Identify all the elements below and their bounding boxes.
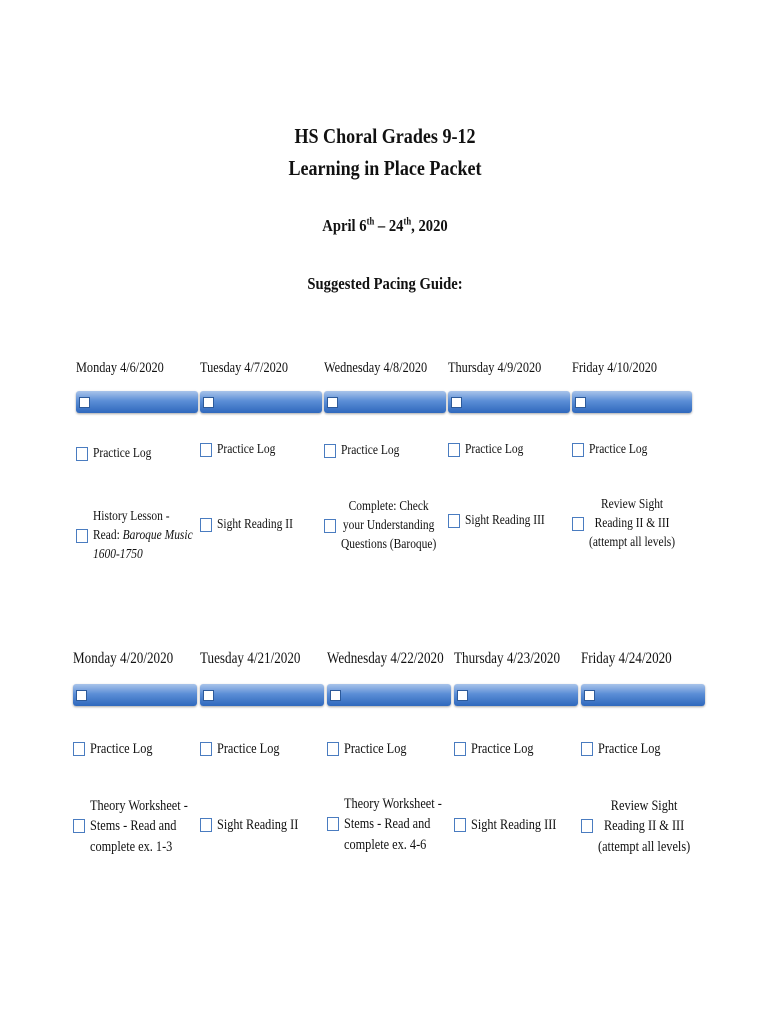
checkbox-icon[interactable]	[572, 443, 584, 457]
bar-checkbox[interactable]	[203, 690, 214, 701]
task-label: Practice Log	[598, 741, 661, 757]
task-sight-reading[interactable]	[200, 815, 316, 835]
task-label: Practice Log	[465, 442, 524, 457]
task-line-1: Review Sight	[610, 798, 678, 814]
task-label: Practice Log	[471, 741, 534, 757]
date-year: , 2020	[411, 216, 448, 235]
bar-checkbox[interactable]	[79, 397, 90, 408]
task-practice-log[interactable]	[73, 739, 166, 759]
checkbox-icon[interactable]	[200, 818, 212, 832]
checkbox-icon[interactable]	[327, 742, 339, 756]
task-sight-reading[interactable]	[200, 516, 310, 535]
checkbox-icon[interactable]	[324, 444, 336, 458]
day-heading: Friday 4/24/2020	[581, 650, 672, 667]
task-line-2: Reading II & III	[594, 515, 670, 531]
task-label: Sight Reading II	[217, 817, 299, 833]
day-bar	[581, 684, 705, 706]
task-label: Practice Log	[344, 741, 407, 757]
task-line-3: (attempt all levels)	[589, 534, 676, 550]
bar-checkbox[interactable]	[584, 690, 595, 701]
week-1	[0, 358, 770, 638]
checkbox-icon[interactable]	[448, 514, 460, 528]
pacing-guide-label: Suggested Pacing Guide:	[307, 274, 463, 293]
task-line-2: Reading II & III	[603, 818, 685, 835]
task-line-2: Read:	[93, 527, 123, 543]
task-theory-worksheet[interactable]	[73, 796, 209, 857]
date-start: April 6	[322, 216, 367, 235]
task-line-3: 1600-1750	[93, 546, 143, 562]
day-heading: Wednesday 4/22/2020	[327, 650, 444, 667]
task-line-3: complete ex. 1-3	[90, 838, 173, 855]
checkbox-icon[interactable]	[327, 817, 339, 831]
task-practice-log[interactable]	[327, 739, 420, 759]
task-label	[598, 796, 690, 857]
day-heading: Monday 4/6/2020	[76, 360, 164, 376]
task-practice-log[interactable]	[324, 442, 412, 461]
bar-checkbox[interactable]	[451, 397, 462, 408]
task-review-sight-reading[interactable]	[572, 496, 694, 553]
checkbox-icon[interactable]	[200, 518, 212, 532]
task-line-2: Stems - Read and	[90, 818, 177, 835]
week-2	[0, 648, 770, 928]
checkbox-icon[interactable]	[324, 519, 336, 533]
task-label: Practice Log	[217, 741, 280, 757]
task-practice-log[interactable]	[581, 739, 674, 759]
day-column-monday	[73, 648, 197, 928]
task-label	[344, 794, 442, 855]
day-heading: Friday 4/10/2020	[572, 360, 658, 376]
task-label: Practice Log	[90, 741, 153, 757]
task-history-lesson[interactable]	[76, 508, 215, 565]
day-bar	[448, 391, 570, 413]
day-column-tuesday	[200, 648, 324, 928]
day-bar	[200, 391, 322, 413]
day-bar	[76, 391, 198, 413]
checkbox-icon[interactable]	[454, 742, 466, 756]
checkbox-icon[interactable]	[73, 819, 85, 833]
task-line-2: Stems - Read and	[344, 816, 431, 833]
task-label: Practice Log	[217, 442, 276, 457]
task-line-3: Questions (Baroque)	[341, 536, 437, 552]
day-column-thursday	[454, 648, 578, 928]
day-bar	[327, 684, 451, 706]
date-range	[54, 216, 716, 236]
checkbox-icon[interactable]	[76, 447, 88, 461]
bar-checkbox[interactable]	[203, 397, 214, 408]
day-heading: Tuesday 4/7/2020	[200, 360, 289, 376]
date-end: 24	[388, 216, 404, 235]
day-bar	[454, 684, 578, 706]
document-subtitle: Learning in Place Packet	[288, 156, 482, 180]
task-label	[589, 496, 675, 553]
task-sight-reading[interactable]	[454, 815, 575, 835]
task-label	[90, 796, 188, 857]
task-label: Sight Reading III	[465, 513, 545, 528]
task-review-sight-reading[interactable]	[581, 796, 710, 857]
checkbox-icon[interactable]	[454, 818, 466, 832]
task-sight-reading[interactable]	[448, 512, 562, 531]
day-bar	[200, 684, 324, 706]
task-check-understanding[interactable]	[324, 498, 457, 555]
bar-checkbox[interactable]	[327, 397, 338, 408]
bar-checkbox[interactable]	[575, 397, 586, 408]
checkbox-icon[interactable]	[73, 742, 85, 756]
task-label: Practice Log	[93, 446, 152, 461]
day-column-tuesday	[200, 358, 322, 638]
date-end-suffix: th	[403, 216, 412, 228]
task-practice-log[interactable]	[200, 441, 288, 460]
day-bar	[324, 391, 446, 413]
task-practice-log[interactable]	[572, 441, 660, 460]
task-label: Practice Log	[589, 442, 648, 457]
task-label	[341, 498, 436, 555]
task-line-1: Theory Worksheet -	[344, 796, 442, 812]
date-separator: –	[374, 216, 389, 235]
day-heading: Thursday 4/23/2020	[454, 650, 561, 667]
task-practice-log[interactable]	[76, 445, 164, 464]
task-label: Sight Reading II	[217, 517, 293, 532]
task-practice-log[interactable]	[200, 739, 293, 759]
bar-checkbox[interactable]	[330, 690, 341, 701]
task-italic-title: Baroque Music	[122, 527, 193, 543]
task-practice-log[interactable]	[454, 739, 547, 759]
checkbox-icon[interactable]	[572, 517, 584, 531]
checkbox-icon[interactable]	[581, 819, 593, 833]
date-start-suffix: th	[366, 216, 375, 228]
day-heading: Monday 4/20/2020	[73, 650, 174, 667]
task-label: Practice Log	[341, 443, 400, 458]
bar-checkbox[interactable]	[457, 690, 468, 701]
task-practice-log[interactable]	[448, 441, 536, 460]
task-label: Sight Reading III	[471, 817, 557, 833]
day-column-wednesday	[327, 648, 451, 928]
task-line-2: your Understanding	[342, 517, 435, 533]
task-label	[93, 508, 193, 565]
day-column-friday	[581, 648, 705, 928]
task-line-1: Complete: Check	[348, 499, 429, 514]
day-bar	[73, 684, 197, 706]
checkbox-icon[interactable]	[448, 443, 460, 457]
task-line-3: complete ex. 4-6	[344, 836, 427, 853]
checkbox-icon[interactable]	[76, 529, 88, 543]
bar-checkbox[interactable]	[76, 690, 87, 701]
task-line-1: Review Sight	[600, 497, 664, 512]
day-column-friday	[572, 358, 694, 638]
day-column-monday	[76, 358, 198, 638]
day-bar	[572, 391, 692, 413]
checkbox-icon[interactable]	[200, 443, 212, 457]
document-title: HS Choral Grades 9-12	[294, 124, 476, 148]
day-column-wednesday	[324, 358, 446, 638]
day-column-thursday	[448, 358, 570, 638]
day-heading: Wednesday 4/8/2020	[324, 360, 428, 376]
task-line-1: History Lesson -	[93, 509, 170, 524]
day-heading: Thursday 4/9/2020	[448, 360, 542, 376]
task-line-3: (attempt all levels)	[598, 838, 691, 855]
task-line-1: Theory Worksheet -	[90, 798, 188, 814]
day-heading: Tuesday 4/21/2020	[200, 650, 301, 667]
task-theory-worksheet[interactable]	[327, 794, 463, 855]
checkbox-icon[interactable]	[581, 742, 593, 756]
checkbox-icon[interactable]	[200, 742, 212, 756]
